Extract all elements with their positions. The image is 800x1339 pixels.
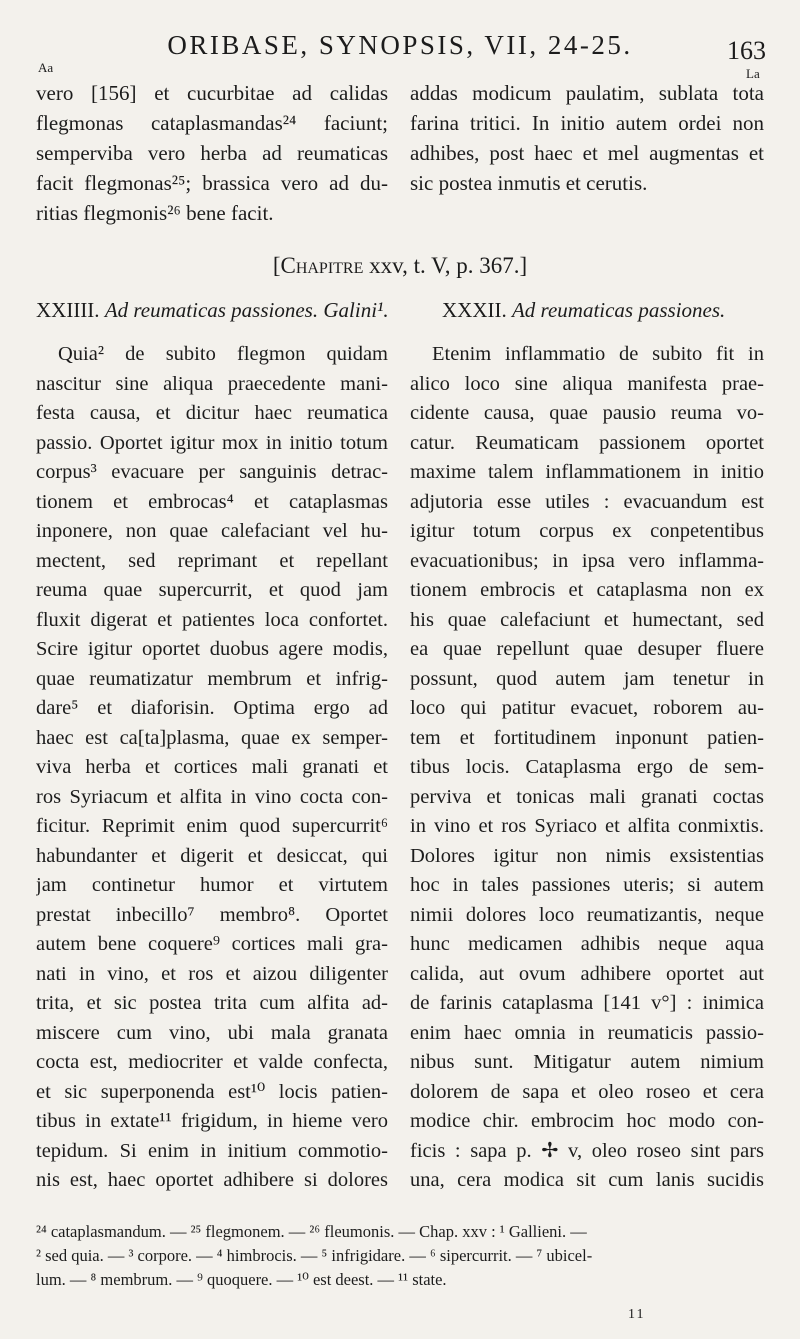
text-line: igitur totum corpus ex conpetentibus	[410, 520, 764, 542]
text-line: corpus³ evacuare per sanguinis detrac-	[36, 461, 388, 483]
running-title: ORIBASE, SYNOPSIS, VII, 24-25.	[167, 30, 633, 60]
text-line: habundanter et digerit et desiccat, qui	[36, 844, 388, 867]
text-line: miscere cum vino, ubi mala granata	[36, 1021, 388, 1044]
text-line: ritias flegmonis²⁶ bene facit.	[36, 201, 274, 225]
text-line: ficitur. Reprimit enim quod supercurrit⁶	[36, 815, 388, 837]
footnotes	[36, 1220, 766, 1292]
text-line: farina tritici. In initio autem ordei non	[410, 111, 764, 135]
text-line: et sic superponenda est¹⁰ locis patien-	[36, 1080, 388, 1103]
text-line: evacuationibus; in ipsa vero inflamma-	[410, 549, 764, 572]
text-line: quae reumatizatur membrum et infrig-	[36, 667, 388, 690]
text-line: fluxit digerat et patientes loca confortet.	[36, 608, 388, 631]
text-line: vero [156] et cucurbitae ad calidas	[36, 81, 388, 105]
section-number: XXIIII.	[36, 298, 100, 322]
text-line: prestat inbecillo⁷ membro⁸. Oportet	[36, 903, 388, 926]
top-right-column	[410, 78, 764, 198]
signature-mark: 11	[628, 1307, 646, 1322]
text-line: alico loco sine aliqua manifesta prae-	[410, 372, 764, 395]
text-line: ficis : sapa p. ✢ v, oleo roseo sint pars	[410, 1139, 764, 1162]
text-line: facit flegmonas²⁵; brassica vero ad du-	[36, 171, 388, 195]
text-line: modice chir. embrocim hoc modo con-	[410, 1110, 764, 1132]
text-line: nibus sunt. Mitigatur autem nimium	[410, 1051, 764, 1073]
text-line: tem et fortitudinem inponunt patien-	[410, 726, 764, 749]
text-line: semperviba vero herba ad reumaticas	[36, 141, 388, 165]
footnote-line: lum. — ⁸ membrum. — ⁹ quoquere. — ¹⁰ est deest. — ¹¹ state.	[36, 1270, 447, 1289]
text-line: ea quae repellunt quae desuper fluere	[410, 638, 764, 660]
margin-marker-right: La	[746, 66, 760, 81]
text-line: cocta est, mediocriter et valde confecta,	[36, 1051, 388, 1073]
text-line: Etenim inflammatio de subito fit in	[432, 343, 764, 365]
text-line: una, cera modica sit cum lanis sucidis	[410, 1169, 764, 1191]
text-line: adhibes, post haec et mel augmentas et	[410, 141, 764, 165]
text-line: tepidum. Si enim in initium commotio-	[36, 1139, 388, 1162]
section-number: XXXII.	[442, 298, 507, 322]
text-line: tibus in extate¹¹ frigidum, in hieme vero	[36, 1110, 388, 1132]
text-line: nis est, haec oportet adhibere si dolores	[36, 1169, 388, 1191]
chapter-heading	[0, 253, 800, 279]
text-line: dolorem de sapa et oleo roseo et cera	[410, 1080, 764, 1103]
footnote-line: ² sed quia. — ³ corpore. — ⁴ himbrocis. — ⁵ infrigidare. — ⁶ sipercurrit. — ⁷ ubicel-	[36, 1246, 593, 1265]
text-line: jam continetur humor et virtutem	[36, 874, 388, 896]
chapter-bracket: [	[272, 253, 281, 278]
text-line: perviva et tonicas mali granati coctas	[410, 785, 764, 808]
text-line: tibus locis. Cataplasma ergo de sem-	[410, 756, 764, 778]
text-line: calida, aut ovum adhibere oportet aut	[410, 962, 764, 985]
text-line: in vino et ros Syriaco et alfita conmixtis.	[410, 815, 764, 837]
text-line: possunt, quod autem jam tenetur in	[410, 667, 764, 690]
page-number: 163	[727, 36, 766, 65]
text-line: flegmonas cataplasmandas²⁴ faciunt;	[36, 111, 388, 135]
section-heading: Ad reumaticas passiones. Galini¹.	[104, 298, 389, 322]
section-heading: Ad reumaticas passiones.	[511, 298, 726, 322]
text-line: tionem et embrocas⁴ et cataplasmas	[36, 490, 388, 513]
text-line: hunc medicamen adhibis neque aqua	[410, 933, 764, 955]
text-line: addas modicum paulatim, sublata tota	[410, 81, 764, 105]
text-line: nascitur sine aliqua praecedente mani-	[36, 372, 388, 395]
text-line: passio. Oportet igitur mox in initio totum	[36, 431, 388, 454]
chapter-reference: xxv, t. V, p. 367.]	[369, 253, 528, 278]
text-line: maxime talem inflammationem in initio	[410, 461, 764, 483]
text-line: his quae calefaciunt et humectant, sed	[410, 608, 764, 631]
text-line: adjutoria esse utiles : evacuandum est	[410, 490, 764, 513]
margin-marker-left: Aa	[38, 60, 54, 75]
text-line: Dolores igitur non nimis exsistentias	[410, 844, 764, 867]
chapter-label: Chapitre	[280, 253, 364, 278]
top-left-column	[36, 78, 388, 228]
left-body-column	[36, 340, 388, 1196]
text-line: hoc in tales passiones uteris; si autem	[410, 874, 764, 896]
text-line: Quia² de subito flegmon quidam	[58, 343, 388, 365]
right-section-title	[442, 298, 725, 323]
text-line: nimii dolores loco reumatizantis, neque	[410, 903, 764, 926]
text-line: ros Syriacum et alfita in vino cocta con-	[36, 785, 388, 808]
text-line: inponere, non quae calefaciant vel hu-	[36, 520, 388, 542]
text-line: haec est ca[ta]plasma, quae ex semper-	[36, 726, 388, 749]
text-line: Scire igitur oportet duobus agere modis,	[36, 638, 388, 660]
text-line: nati in vino, et ros et aizou diligenter	[36, 962, 388, 985]
text-line: cidente causa, quae pausio reuma vo-	[410, 402, 764, 424]
text-line: mectent, sed reprimant et repellant	[36, 549, 388, 572]
footnote-line: ²⁴ cataplasmandum. — ²⁵ flegmonem. — ²⁶ fleumonis. — Chap. xxv : ¹ Gallieni. —	[36, 1222, 587, 1241]
left-section-title	[36, 298, 389, 323]
text-line: dare⁵ et diaforisin. Optima ergo ad	[36, 697, 388, 719]
text-line: festa causa, et dicitur haec reumatica	[36, 402, 388, 424]
text-line: loco qui patitur evacuet, roborem au-	[410, 697, 764, 719]
text-line: reuma quae supercurrit, et quod jam	[36, 579, 388, 601]
text-line: sic postea inmutis et cerutis.	[410, 171, 648, 195]
text-line: catur. Reumaticam passionem oportet	[410, 431, 764, 454]
text-line: tionem embrocis et cataplasma non ex	[410, 579, 764, 601]
text-line: enim haec omnia in reumaticis passio-	[410, 1021, 764, 1044]
right-body-column	[410, 340, 764, 1196]
text-line: de farinis cataplasma [141 v°] : inimica	[410, 992, 764, 1014]
text-line: viva herba et cortices mali granati et	[36, 756, 388, 778]
text-line: autem bene coquere⁹ cortices mali gra-	[36, 933, 388, 955]
text-line: trita, et sic postea trita cum alfita ad-	[36, 992, 388, 1014]
